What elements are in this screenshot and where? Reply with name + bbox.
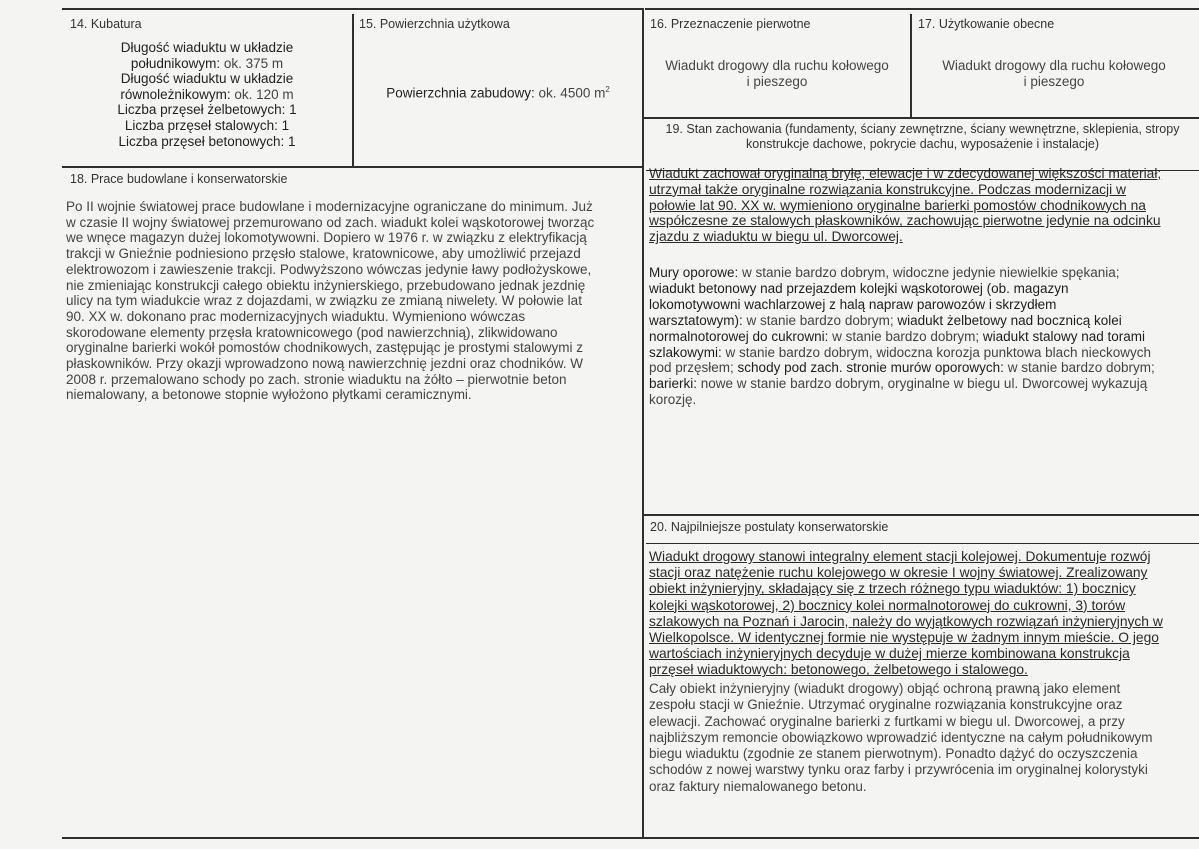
- stan-d8-label: barierki:: [649, 376, 698, 392]
- stan-d2-line: wiadukt betonowy nad przejazdem kolejki wąskotorowej (ob. magazyn: [649, 280, 1069, 296]
- kubatura-line4-value: ok. 120 m: [230, 86, 294, 102]
- stan-d9-line: korozję.: [649, 392, 697, 408]
- prace-line: elektrowozom i zawieszenie trakcji. Podwyższono wówczas jedynie ławy podłożyskowe,: [66, 261, 592, 277]
- postulaty-plain-line: oraz faktury niemalowanego betonu.: [649, 778, 867, 794]
- prace-line: we wnęce magazyn dużej lokomotywowni. Dopiero w 1976 r. w związku z elektryfikacją: [66, 230, 587, 246]
- stan-summary: [649, 166, 1189, 245]
- prace-line: niemalowany, a betonowe stopnie wyłożono płytkami ceramicznymi.: [66, 387, 472, 403]
- prace-line: 2008 r. przemalowano schody po zach. stronie wiaduktu na żółto – pierwotnie beton: [66, 371, 567, 387]
- postulaty-underlined-line: przęseł wiaduktowych: betonowego, żelbetowego i stalowego.: [649, 662, 1028, 678]
- kubatura-line6: Liczba przęseł stalowych: 1: [124, 117, 290, 133]
- prace-body: [66, 199, 640, 403]
- stan-summary-line: Wiadukt zachował oryginalną bryłę, elewacje i w zdecydowanej większości materiał;: [649, 166, 1162, 181]
- prace-line: w czasie II wojny światowej przemurowano od zach. wiadukt kolei wąskotorowej tworząc: [66, 214, 595, 230]
- postulaty-underlined-line: stacji oraz natężenie ruchu kolejowego w okresie I wojny światowej. Zrealizowany: [649, 565, 1148, 581]
- powierzchnia-value: ok. 4500 m: [534, 85, 606, 101]
- postulaty-underlined: [649, 549, 1189, 679]
- kubatura-line1: Długość wiaduktu w układzie: [120, 40, 294, 55]
- prace-line: płaskowników. Przy okazji wprowadzono nową nawierzchnię jezdni oraz chodników. W: [66, 356, 584, 372]
- stan-detail-line: [649, 265, 1191, 281]
- uzytkowanie-line1: Wiadukt drogowy dla ruchu kołowego: [942, 58, 1166, 73]
- stan-title-line2: konstrukcje dachowe, pokrycie dachu, wyposażenie i instalacje): [746, 137, 1099, 151]
- stan-d4-label: warsztatowym):: [649, 312, 743, 328]
- kubatura-line5: Liczba przęseł żelbetowych: 1: [117, 102, 297, 118]
- postulaty-plain-line: biegu wiaduktu (zgodnie ze stanem pierwotnym). Ponadto dążyć do oczyszczenia: [649, 746, 1138, 762]
- rule-vertical-left-top: [352, 14, 354, 166]
- kubatura-line3: Długość wiaduktu w układzie: [120, 71, 294, 87]
- prace-line: ulicy na tym wiadukcie wraz z dojazdami, w związku ze zmianą niwelety. W połowie lat: [66, 293, 582, 309]
- stan-detail-line: [649, 345, 1191, 361]
- przeznaczenie-content: [646, 58, 908, 89]
- stan-d3-line: lokomotywowni wachlarzowej z halą napraw parowozów i skrzydłem: [649, 296, 1057, 312]
- prace-line: Po II wojnie światowej prace budowlane i modernizacyjne ograniczane do minimum. Już: [66, 199, 593, 214]
- postulaty-plain-line: zespołu stacji w Gnieźnie. Utrzymać oryginalne rozwiązania konstrukcyjne oraz: [649, 697, 1123, 713]
- stan-d6-text: w stanie bardzo dobrym, widoczna korozja punktowa blach nieckowych: [721, 344, 1151, 360]
- postulaty-underlined-line: szlakowych na Poznań i Jarocin, należy do wyjątkowych rozwiązań inżynieryjnych w: [649, 613, 1163, 629]
- stan-detail-line: [649, 313, 1191, 329]
- stan-d1-label: Mury oporowe:: [649, 265, 739, 280]
- stan-title-line1: 19. Stan zachowania (fundamenty, ściany zewnętrzne, ściany wewnętrzne, sklepienia, stropy: [665, 122, 1180, 136]
- kubatura-line7: Liczba przęseł betonowych: 1: [118, 133, 296, 149]
- postulaty-underlined-line: wartościach inżynieryjnych decyduje w dużej mierze kombinowana konstrukcja: [649, 646, 1130, 662]
- kubatura-title: 14. Kubatura: [70, 17, 142, 31]
- prace-line: nie zmieniając konstrukcji całego obiektu inżynierskiego, przebudowano jednak jezdnię: [66, 277, 586, 293]
- prace-line: skorodowane elementy przęsła kratownicowego (pod nawierzchnią), zlikwidowano: [66, 324, 558, 340]
- rule-vertical-right-top: [910, 14, 912, 118]
- prace-line: trakcji w Gnieźnie podniesiono przęsło stalowe, kratownicowe, aby umożliwić przejazd: [66, 246, 581, 262]
- stan-detail-line: [649, 329, 1191, 345]
- stan-d4-label2: wiadukt żelbetowy nad bocznicą kolei: [893, 312, 1122, 328]
- stan-d5-label2: wiadukt stalowy nad torami: [979, 328, 1145, 344]
- postulaty-underlined-line: Wielkopolsce. W identycznej formie nie występuje w żadnym innym mieście. O jego: [649, 630, 1159, 646]
- prace-title: 18. Prace budowlane i konserwatorskie: [70, 172, 288, 186]
- prace-line: 90. XX w. dokonano prac modernizacyjnych wiaduktu. Wymieniono wówczas: [66, 308, 526, 324]
- powierzchnia-sup: 2: [605, 85, 610, 94]
- stan-d7-text: pod przęsłem;: [649, 360, 734, 376]
- stan-d7-text2: w stanie bardzo dobrym;: [1003, 360, 1155, 376]
- stan-d6-label: szlakowymi:: [649, 344, 722, 360]
- kubatura-line4-label: równoleżnikowym:: [120, 86, 231, 102]
- postulaty-plain-line: elewacji. Zachować oryginalne barierki z furtkami w biegu ul. Dworcowej, a przy: [649, 713, 1125, 729]
- postulaty-underlined-line: obiekt inżynieryjny, składający się z trzech różnego typu wiaduktów: 1) bocznicy: [649, 581, 1136, 597]
- postulaty-plain-line: Cały obiekt inżynieryjny (wiadukt drogowy) objąć ochroną prawną jako element: [649, 681, 1121, 696]
- stan-title: [650, 122, 1195, 152]
- przeznaczenie-line1: Wiadukt drogowy dla ruchu kołowego: [665, 58, 889, 73]
- powierzchnia-content: [356, 82, 640, 101]
- stan-d4-text: w stanie bardzo dobrym;: [742, 312, 894, 328]
- uzytkowanie-content: [914, 58, 1194, 89]
- przeznaczenie-line2: i pieszego: [746, 73, 808, 89]
- powierzchnia-label: Powierzchnia zabudowy:: [386, 85, 535, 101]
- stan-d5-text: w stanie bardzo dobrym;: [828, 328, 980, 344]
- postulaty-plain: [649, 681, 1191, 795]
- kubatura-content: [64, 40, 350, 149]
- kubatura-line2-label: południkowym:: [130, 55, 221, 71]
- stan-detail-line: [649, 376, 1191, 392]
- kubatura-line4: [64, 87, 350, 103]
- rule-sub-postulaty: [646, 543, 1199, 544]
- stan-d1-text: w stanie bardzo dobrym, widoczne jedynie niewielkie spękania;: [738, 265, 1120, 280]
- prace-line: oryginalne barierki wokół pomostów chodnikowych, zastępując je prostymi stalowymi z: [66, 340, 583, 356]
- postulaty-underlined-line: Wiadukt drogowy stanowi integralny element stacji kolejowej. Dokumentuje rozwój: [649, 549, 1151, 564]
- rule-h-left-mid: [62, 166, 644, 168]
- rule-bottom: [62, 837, 1199, 839]
- uzytkowanie-line2: i pieszego: [1023, 73, 1085, 89]
- stan-details: [649, 265, 1191, 408]
- stan-summary-line: zjazdu z wiaduktu w biegu ul. Dworcowej.: [649, 229, 903, 245]
- stan-summary-line: połowie lat 90. XX w. wymieniono oryginalne barierki pomostów chodnikowych na: [649, 197, 1146, 213]
- stan-summary-line: współczesne ze stalowych płaskowników, zachowując pierwotne jedynie na odcinku: [649, 213, 1161, 229]
- stan-summary-line: utrzymał także oryginalne rozwiązania konstrukcyjne. Podczas modernizacji w: [649, 181, 1126, 197]
- przeznaczenie-title: 16. Przeznaczenie pierwotne: [650, 17, 811, 31]
- powierzchnia-title: 15. Powierzchnia użytkowa: [359, 17, 510, 31]
- rule-h-right-mid: [644, 117, 1199, 119]
- postulaty-title: 20. Najpilniejsze postulaty konserwatorskie: [650, 520, 889, 534]
- rule-vertical-center: [642, 8, 644, 838]
- stan-d8-text: nowe w stanie bardzo dobrym, oryginalne w biegu ul. Dworcowej wykazują: [697, 376, 1148, 392]
- rule-h-right-lower: [644, 514, 1199, 516]
- uzytkowanie-title: 17. Użytkowanie obecne: [918, 17, 1055, 31]
- stan-d5-label: normalnotorowej do cukrowni:: [649, 328, 829, 344]
- stan-d7-label: schody pod zach. stronie murów oporowych:: [733, 360, 1004, 376]
- postulaty-plain-line: najbliższym remoncie obowiązkowo wprowadzić identyczne na całym południkowym: [649, 729, 1153, 745]
- postulaty-underlined-line: kolejki wąskotorowej, 2) bocznicy kolei normalnotorowej do cukrowni, 3) torów: [649, 597, 1126, 613]
- kubatura-line2-value: ok. 375 m: [220, 55, 284, 71]
- rule-top-right: [645, 8, 1199, 10]
- postulaty-plain-line: schodów z nowej warstwy tynku oraz farby i przywrócenia im oryginalnej kolorystyki: [649, 762, 1148, 778]
- stan-detail-line: [649, 360, 1191, 376]
- kubatura-line2: [64, 56, 350, 72]
- rule-top-left: [62, 8, 642, 10]
